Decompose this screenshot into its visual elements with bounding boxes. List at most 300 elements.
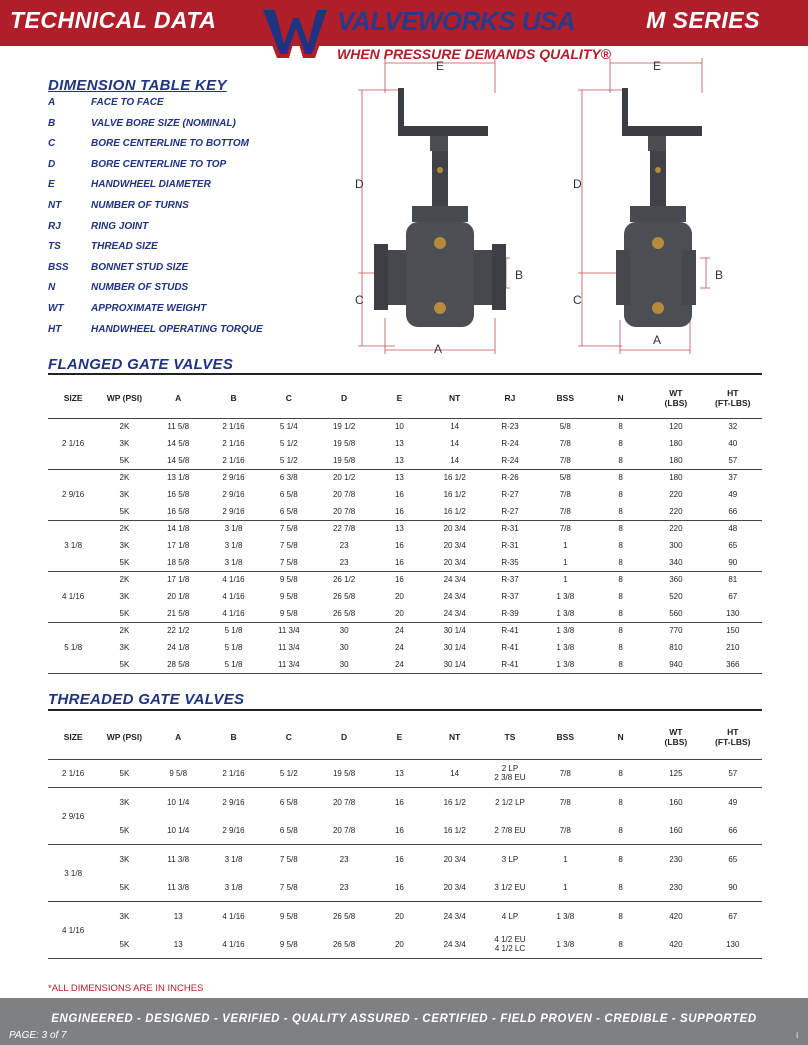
dim-label-d: D: [355, 177, 364, 191]
table-cell: 9 5/8: [261, 571, 316, 588]
table-cell: 1 3/8: [556, 608, 575, 618]
table-cell: 4 1/16: [222, 608, 245, 618]
key-abbrev: TS: [48, 241, 61, 253]
table-cell: 3 LP: [482, 845, 537, 874]
table-cell: 16: [372, 788, 427, 817]
table-cell: 6 5/8: [279, 490, 298, 499]
table-row: [48, 486, 762, 503]
table-cell: 90: [728, 882, 738, 892]
table-cell: 30: [339, 643, 349, 652]
threaded-section-title: THREADED GATE VALVES: [48, 691, 245, 708]
key-abbrev: RJ: [48, 220, 61, 232]
column-header: C: [285, 731, 292, 742]
table-cell: R-27: [501, 490, 519, 499]
table-cell: 20 7/8: [332, 490, 356, 499]
table-cell: 4 1/16: [222, 939, 245, 949]
table-cell: 23: [339, 541, 349, 550]
table-cell: 20 3/4: [427, 520, 482, 537]
table-row: [48, 639, 762, 656]
table-cell: 2 9/16: [222, 825, 245, 835]
table-cell: 3K: [119, 490, 130, 499]
table-cell: 16 1/2: [443, 506, 466, 516]
table-cell: 1: [563, 882, 568, 892]
table-cell: 11 3/8: [151, 845, 206, 874]
table-cell: 16: [394, 490, 404, 499]
table-cell: 1: [538, 571, 593, 588]
table-cell: 57: [704, 759, 762, 788]
table-cell: 11 3/8: [167, 882, 190, 892]
table-cell: R-41: [482, 622, 537, 639]
table-cell: 125: [648, 759, 703, 788]
table-cell: 420: [669, 939, 683, 949]
key-meaning: HANDWHEEL OPERATING TORQUE: [91, 323, 263, 335]
table-cell: 20 7/8: [332, 825, 356, 835]
key-abbrev: BSS: [48, 261, 69, 273]
table-cell: 19 5/8: [332, 439, 356, 448]
dim-label-b: B: [515, 268, 524, 282]
brand-name: VALVEWORKS USA: [337, 6, 576, 36]
size-cell: 2 9/16: [48, 788, 98, 845]
table-cell: 24 3/4: [443, 939, 466, 949]
table-cell: 17 1/8: [167, 541, 190, 550]
table-cell: 65: [728, 541, 738, 550]
table-cell: 8: [618, 490, 623, 499]
dim-label-a: A: [434, 342, 443, 356]
table-cell: 22 1/2: [151, 622, 206, 639]
column-header: WT (LBS): [664, 726, 688, 747]
table-row: [48, 537, 762, 554]
column-header: N: [617, 731, 624, 742]
table-cell: 19 5/8: [332, 455, 356, 465]
column-header: B: [230, 731, 237, 742]
table-cell: 7/8: [559, 825, 571, 835]
table-row: [48, 469, 762, 486]
table-row: [48, 788, 762, 817]
key-abbrev: D: [48, 158, 56, 170]
table-cell: 20 3/4: [443, 557, 466, 567]
column-header: WT (LBS): [664, 387, 688, 408]
table-cell: 150: [704, 622, 762, 639]
dim-label-d-2: D: [573, 177, 582, 191]
dim-label-c: C: [355, 293, 364, 307]
column-header: WP (PSI): [106, 731, 143, 742]
column-header: D: [341, 392, 348, 403]
table-cell: 3K: [98, 902, 150, 931]
table-cell: 9 5/8: [279, 608, 298, 618]
column-header: BSS: [556, 731, 575, 742]
table-cell: 5 1/4: [261, 418, 316, 435]
table-cell: 16: [394, 506, 404, 516]
column-header: A: [175, 392, 182, 403]
table-cell: 24 1/8: [167, 643, 190, 652]
table-cell: 8: [618, 506, 623, 516]
table-row: [48, 588, 762, 605]
table-cell: 22 7/8: [316, 520, 371, 537]
table-cell: R-23: [482, 418, 537, 435]
table-cell: 8: [618, 659, 623, 669]
key-abbrev: HT: [48, 323, 62, 335]
dim-label-c-2: C: [573, 293, 582, 307]
column-header: SIZE: [63, 731, 83, 742]
table-cell: 16 1/2: [443, 490, 466, 499]
table-row: [48, 435, 762, 452]
table-cell: 3K: [119, 643, 130, 652]
table-row: [48, 605, 762, 622]
table-cell: 11 5/8: [151, 418, 206, 435]
table-cell: 40: [728, 439, 738, 448]
table-cell: 5K: [119, 506, 130, 516]
table-cell: 10 1/4: [167, 825, 190, 835]
table-cell: 67: [704, 902, 762, 931]
brand-tagline: WHEN PRESSURE DEMANDS QUALITY®: [337, 46, 611, 62]
table-cell: 24 3/4: [443, 608, 466, 618]
table-cell: 14 5/8: [167, 439, 190, 448]
key-meaning: BORE CENTERLINE TO TOP: [91, 158, 227, 170]
table-cell: 1 3/8: [556, 592, 575, 601]
table-cell: 560: [669, 608, 683, 618]
table-cell: 3K: [119, 592, 130, 601]
flanged-title-rule: [48, 373, 762, 375]
key-row: [48, 159, 338, 180]
table-cell: 2K: [98, 418, 150, 435]
table-cell: 3K: [98, 845, 150, 874]
size-cell: 2 1/16: [48, 759, 98, 788]
table-cell: 5K: [119, 455, 130, 465]
table-cell: 8: [593, 520, 648, 537]
table-cell: 4 LP: [482, 902, 537, 931]
table-cell: 180: [669, 439, 683, 448]
column-header: HT (FT-LBS): [715, 726, 751, 747]
size-cell: 2 9/16: [48, 469, 98, 520]
table-cell: 7 5/8: [279, 557, 298, 567]
table-cell: 2K: [98, 571, 150, 588]
table-cell: 1: [563, 557, 568, 567]
footer-bar: [0, 998, 808, 1045]
key-row: [48, 179, 338, 200]
flanged-gate-valves-table: [48, 378, 762, 674]
table-cell: 16: [372, 845, 427, 874]
table-cell: 9 5/8: [261, 902, 316, 931]
table-cell: 8: [593, 788, 648, 817]
table-cell: 7/8: [538, 759, 593, 788]
footer-slogan: ENGINEERED - DESIGNED - VERIFIED - QUALITY ASSURED - CERTIFIED - FIELD PROVEN - CREDIBLE - SUPPORTED: [51, 1013, 757, 1025]
key-row: [48, 324, 338, 345]
table-cell: 48: [704, 520, 762, 537]
key-abbrev: A: [48, 97, 56, 108]
table-cell: 8: [593, 418, 648, 435]
table-cell: 4 1/2 EU 4 1/2 LC: [494, 935, 526, 953]
table-cell: 2K: [98, 469, 150, 486]
key-row: [48, 282, 338, 303]
table-cell: 8: [593, 759, 648, 788]
table-cell: R-31: [501, 541, 519, 550]
table-cell: 8: [618, 592, 623, 601]
table-cell: 90: [728, 557, 738, 567]
page-number: PAGE: 3 of 7: [9, 1030, 67, 1041]
table-row: [48, 930, 762, 959]
table-row: [48, 816, 762, 845]
table-cell: 5K: [119, 825, 130, 835]
table-cell: 2 1/2 LP: [482, 788, 537, 817]
key-abbrev: C: [48, 138, 56, 150]
table-cell: 940: [669, 659, 683, 669]
table-cell: 81: [704, 571, 762, 588]
table-cell: 20 3/4: [427, 845, 482, 874]
w-logo-icon: [255, 0, 335, 62]
table-cell: 7/8: [538, 788, 593, 817]
table-cell: 220: [669, 506, 683, 516]
table-cell: R-37: [482, 571, 537, 588]
table-cell: 24 3/4: [427, 902, 482, 931]
table-cell: 24: [372, 622, 427, 639]
table-cell: 366: [726, 659, 740, 669]
table-cell: 23: [316, 845, 371, 874]
table-cell: 7/8: [559, 439, 571, 448]
table-cell: 360: [648, 571, 703, 588]
table-cell: 2 1/16: [222, 439, 245, 448]
table-cell: 4 1/16: [206, 571, 261, 588]
table-row: [48, 452, 762, 469]
table-cell: R-39: [501, 608, 519, 618]
table-cell: 3 1/2 EU: [494, 882, 526, 892]
header-title: TECHNICAL DATA: [10, 7, 217, 33]
table-cell: 5/8: [538, 418, 593, 435]
table-cell: 770: [648, 622, 703, 639]
column-header: A: [175, 731, 182, 742]
table-cell: 7 5/8: [261, 845, 316, 874]
table-cell: 6 5/8: [279, 825, 298, 835]
table-row: [48, 554, 762, 571]
key-abbrev: WT: [48, 302, 64, 314]
table-cell: 7 5/8: [279, 541, 298, 550]
size-cell: 3 1/8: [48, 520, 98, 571]
table-cell: 13: [394, 455, 404, 465]
table-cell: 16: [372, 571, 427, 588]
table-cell: 210: [726, 643, 740, 652]
column-header: E: [396, 731, 403, 742]
table-cell: 20: [372, 902, 427, 931]
table-cell: 16: [394, 882, 404, 892]
table-cell: 66: [728, 506, 738, 516]
table-cell: 3 1/8: [224, 882, 243, 892]
table-cell: 57: [728, 455, 738, 465]
table-cell: 8: [618, 439, 623, 448]
column-header: RJ: [504, 392, 516, 403]
footer-mark: i: [796, 1031, 798, 1040]
table-cell: 8: [593, 622, 648, 639]
key-meaning: VALVE BORE SIZE (NOMINAL): [91, 117, 236, 129]
table-cell: 180: [669, 455, 683, 465]
footnote: *ALL DIMENSIONS ARE IN INCHES: [48, 983, 204, 994]
table-cell: R-24: [501, 455, 519, 465]
table-cell: 8: [618, 882, 623, 892]
key-meaning: BORE CENTERLINE TO BOTTOM: [91, 138, 249, 150]
table-cell: 19 5/8: [316, 759, 371, 788]
key-meaning: APPROXIMATE WEIGHT: [91, 302, 207, 314]
size-cell: 4 1/16: [48, 902, 98, 959]
dim-label-a-2: A: [653, 333, 662, 347]
column-header: N: [617, 392, 624, 403]
table-cell: 11 3/4: [277, 643, 300, 652]
table-cell: 5K: [119, 608, 130, 618]
table-cell: 13: [173, 939, 183, 949]
table-cell: 13: [394, 439, 404, 448]
table-cell: 16: [394, 825, 404, 835]
flanged-section-title: FLANGED GATE VALVES: [48, 356, 234, 373]
key-abbrev: N: [48, 282, 56, 294]
column-header: C: [285, 392, 292, 403]
table-cell: 5K: [98, 759, 150, 788]
table-cell: 230: [648, 845, 703, 874]
table-cell: 20 1/8: [167, 592, 190, 601]
table-cell: 7/8: [559, 506, 571, 516]
header-series: M SERIES: [646, 7, 760, 33]
table-cell: 5K: [119, 882, 130, 892]
table-cell: R-26: [482, 469, 537, 486]
table-cell: 66: [728, 825, 738, 835]
table-cell: 2 9/16: [206, 788, 261, 817]
dimension-key-list: [48, 97, 338, 344]
table-cell: 24: [394, 659, 404, 669]
table-cell: 230: [669, 882, 683, 892]
table-cell: 24 3/4: [443, 592, 466, 601]
column-header: B: [230, 392, 237, 403]
table-cell: 11 3/4: [261, 622, 316, 639]
table-cell: 5 1/8: [224, 659, 243, 669]
table-cell: 20 3/4: [443, 541, 466, 550]
table-cell: 30 1/4: [443, 643, 466, 652]
table-cell: 2 7/8 EU: [494, 825, 526, 835]
table-cell: 16 1/2: [427, 788, 482, 817]
table-cell: 26 5/8: [332, 608, 356, 618]
column-header: SIZE: [63, 392, 83, 403]
table-cell: 16: [394, 557, 404, 567]
table-cell: 2 9/16: [222, 506, 245, 516]
table-cell: 14 1/8: [151, 520, 206, 537]
table-cell: 21 5/8: [167, 608, 190, 618]
table-cell: 13: [372, 759, 427, 788]
table-cell: 180: [648, 469, 703, 486]
key-meaning: NUMBER OF STUDS: [91, 282, 189, 294]
table-cell: 420: [648, 902, 703, 931]
table-cell: 20: [394, 939, 404, 949]
key-title: DIMENSION TABLE KEY: [48, 77, 227, 94]
table-cell: 28 5/8: [167, 659, 190, 669]
table-cell: 24 3/4: [427, 571, 482, 588]
table-cell: 2 1/16: [222, 455, 245, 465]
dim-label-b-2: B: [715, 268, 724, 282]
table-row: [48, 520, 762, 537]
table-cell: 9 5/8: [151, 759, 206, 788]
table-cell: 300: [669, 541, 683, 550]
key-row: [48, 200, 338, 221]
table-cell: 2K: [98, 520, 150, 537]
table-cell: 19 1/2: [316, 418, 371, 435]
table-cell: 20 7/8: [332, 506, 356, 516]
table-cell: 160: [669, 825, 683, 835]
table-cell: 2 9/16: [206, 469, 261, 486]
key-row: [48, 262, 338, 283]
table-cell: 18 5/8: [167, 557, 190, 567]
table-cell: 14: [427, 759, 482, 788]
table-cell: 7 5/8: [279, 882, 298, 892]
flanged-valve-figure: [350, 58, 540, 358]
table-cell: 23: [339, 882, 349, 892]
table-row: [48, 902, 762, 931]
threaded-gate-valves-table: [48, 715, 762, 960]
table-cell: R-35: [501, 557, 519, 567]
table-cell: 8: [593, 902, 648, 931]
table-cell: 5 1/2: [261, 759, 316, 788]
table-cell: 6 5/8: [279, 506, 298, 516]
table-cell: 13 1/8: [151, 469, 206, 486]
table-cell: 810: [669, 643, 683, 652]
table-cell: 1 3/8: [538, 622, 593, 639]
table-cell: 65: [704, 845, 762, 874]
table-cell: 1: [538, 845, 593, 874]
table-cell: 2 LP 2 3/8 EU: [482, 759, 537, 788]
table-cell: 8: [618, 455, 623, 465]
column-header: NT: [449, 392, 461, 403]
key-meaning: NUMBER OF TURNS: [91, 199, 189, 211]
table-cell: 2 1/16: [206, 418, 261, 435]
table-cell: 2 9/16: [222, 490, 245, 499]
table-cell: 16 1/2: [443, 825, 466, 835]
key-row: [48, 303, 338, 324]
table-cell: 26 5/8: [316, 902, 371, 931]
table-cell: 5/8: [538, 469, 593, 486]
key-meaning: FACE TO FACE: [91, 97, 164, 108]
table-cell: 24: [394, 643, 404, 652]
table-cell: 20: [394, 592, 404, 601]
dim-label-e: E: [436, 59, 445, 73]
key-abbrev: NT: [48, 199, 62, 211]
key-meaning: THREAD SIZE: [91, 241, 158, 253]
table-cell: 7 5/8: [261, 520, 316, 537]
table-cell: 26 5/8: [332, 939, 356, 949]
column-header: BSS: [556, 392, 575, 403]
table-cell: 14: [450, 455, 460, 465]
table-row: [48, 503, 762, 520]
table-cell: 49: [728, 490, 738, 499]
table-cell: 5K: [119, 659, 130, 669]
table-cell: 8: [618, 939, 623, 949]
table-cell: 3K: [119, 439, 130, 448]
table-cell: 5K: [119, 939, 130, 949]
column-header: TS: [504, 731, 516, 742]
size-cell: 4 1/16: [48, 571, 98, 622]
table-row: [48, 873, 762, 902]
table-cell: 1 3/8: [556, 939, 575, 949]
key-row: [48, 221, 338, 242]
table-cell: 160: [648, 788, 703, 817]
table-cell: 14 5/8: [167, 455, 190, 465]
table-cell: 16 5/8: [167, 506, 190, 516]
table-cell: 10: [372, 418, 427, 435]
table-cell: 3 1/8: [224, 557, 243, 567]
key-meaning: HANDWHEEL DIAMETER: [91, 179, 211, 191]
table-cell: 13: [151, 902, 206, 931]
key-row: [48, 97, 338, 118]
table-cell: 3 1/8: [224, 541, 243, 550]
table-cell: 1: [563, 541, 568, 550]
table-cell: 14: [427, 418, 482, 435]
table-cell: 13: [372, 520, 427, 537]
table-cell: 5K: [119, 557, 130, 567]
key-meaning: BONNET STUD SIZE: [91, 261, 189, 273]
table-cell: 30: [339, 659, 349, 669]
key-abbrev: B: [48, 117, 56, 129]
